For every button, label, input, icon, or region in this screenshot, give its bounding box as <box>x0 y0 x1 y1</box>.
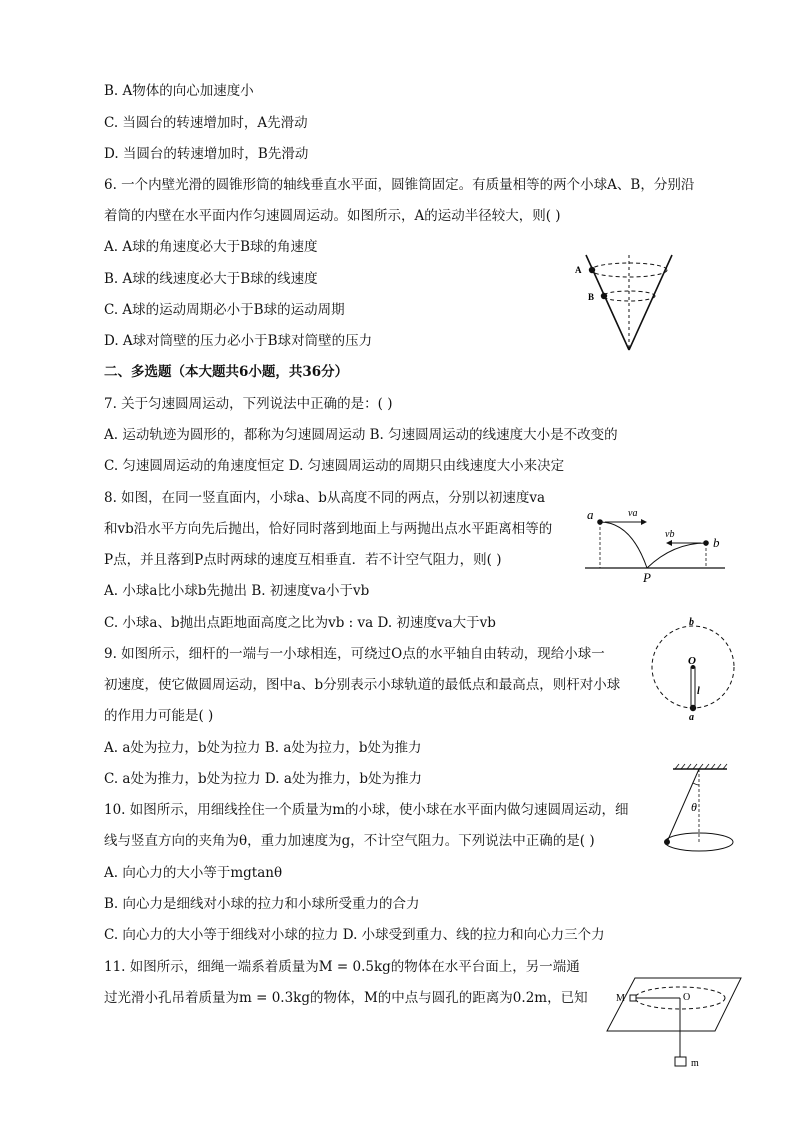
q10-stem-line2: 线与竖直方向的夹角为θ，重力加速度为g，不计空气阻力。下列说法中正确的是( ) <box>104 833 595 849</box>
q9-options-cd: C. a处为推力，b处为拉力 D. a处为推力，b处为推力 <box>104 771 423 787</box>
section-heading-multiple-choice: 二、多选题（本大题共6小题，共36分） <box>104 364 349 380</box>
block-m-small <box>675 1057 686 1066</box>
arrow-va-icon <box>641 519 647 525</box>
pendulum-ball <box>664 839 670 845</box>
projectile-label-vb: vb <box>665 529 675 540</box>
q10-stem-line1: 10. 如图所示，用细线拴住一个质量为m的小球，使小球在水平面内做匀速圆周运动，细 <box>104 802 629 818</box>
q9-stem-line1: 9. 如图所示，细杆的一端与一小球相连，可绕过O点的水平轴自由转动，现给小球一 <box>104 646 605 662</box>
q10-options-cd: C. 向心力的大小等于细线对小球的拉力 D. 小球受到重力、线的拉力和向心力三个力 <box>104 927 605 943</box>
q8-stem-line2: 和vb沿水平方向先后抛出，恰好同时落到地面上与两抛出点水平距离相等的 <box>104 521 553 537</box>
q6-option-c: C. A球的运动周期必小于B球的运动周期 <box>104 302 345 318</box>
ball-a-launch <box>597 519 603 525</box>
cone-figure <box>572 250 684 355</box>
q7-options-ab: A. 运动轨迹为圆形的，都称为匀速圆周运动 B. 匀速圆周运动的线速度大小是不改变的 <box>104 427 618 443</box>
q6-option-d: D. A球对筒壁的压力必小于B球对筒壁的压力 <box>104 333 373 349</box>
q9-options-ab: A. a处为拉力，b处为拉力 B. a处为拉力，b处为推力 <box>104 740 422 756</box>
q8-stem-line3: P点，并且落到P点时两球的速度互相垂直．若不计空气阻力，则( ) <box>104 552 502 568</box>
rod-label-o: O <box>688 655 696 667</box>
q11-stem-line2: 过光滑小孔吊着质量为m = 0.3kg的物体，M的中点与圆孔的距离为0.2m，已知 <box>104 990 588 1006</box>
projectile-label-a: a <box>587 507 594 522</box>
q11-stem-line1: 11. 如图所示，细绳一端系着质量为M = 0.5kg的物体在水平台面上，另一端通 <box>104 959 580 975</box>
table-label-m-large: M <box>616 993 625 1004</box>
q7-stem: 7. 关于匀速圆周运动，下列说法中正确的是：( ) <box>104 396 393 412</box>
block-m-large <box>630 995 636 1001</box>
q7-options-cd: C. 匀速圆周运动的角速度恒定 D. 匀速圆周运动的周期只由线速度大小来决定 <box>104 458 565 474</box>
q8-stem-line1: 8. 如图，在同一竖直面内，小球a、b从高度不同的两点，分别以初速度va <box>104 490 546 506</box>
q9-stem-line2: 初速度，使它做圆周运动，图中a、b分别表示小球轨道的最低点和最高点，则杆对小球 <box>104 677 621 693</box>
q6-stem-line1: 6. 一个内壁光滑的圆锥形筒的轴线垂直水平面，圆锥筒固定。有质量相等的两个小球A、B，分别沿 <box>104 177 695 193</box>
q5-option-b: B. A物体的向心加速度小 <box>104 83 254 99</box>
q8-options-cd: C. 小球a、b抛出点距地面高度之比为vb : va D. 初速度va大于vb <box>104 615 496 631</box>
ball-a <box>589 267 595 273</box>
projectile-label-b: b <box>713 535 720 550</box>
ball-b <box>601 293 607 299</box>
rod-label-b: b <box>689 617 694 628</box>
table-hole-figure <box>603 973 743 1071</box>
cone-label-b: B <box>588 292 595 302</box>
q10-option-a: A. 向心力的大小等于mgtanθ <box>104 865 283 881</box>
table-label-o: O <box>683 992 691 1003</box>
rod-ball <box>690 705 696 711</box>
q6-option-b: B. A球的线速度必大于B球的线速度 <box>104 271 318 287</box>
table-label-m-small: m <box>691 1058 699 1069</box>
pendulum-label-theta: θ <box>691 800 697 814</box>
q8-options-ab: A. 小球a比小球b先抛出 B. 初速度va小于vb <box>104 583 370 599</box>
projectile-label-va: va <box>628 508 638 519</box>
rod-circle-figure <box>648 612 743 724</box>
cone-label-a: A <box>575 265 582 275</box>
q5-option-c: C. 当圆台的转速增加时，A先滑动 <box>104 115 308 131</box>
q6-option-a: A. A球的角速度必大于B球的角速度 <box>104 239 318 255</box>
rod-label-a: a <box>689 712 694 723</box>
arrow-vb-icon <box>666 540 672 546</box>
q9-stem-line3: 的作用力可能是( ) <box>104 708 214 724</box>
projectile-figure <box>583 500 728 585</box>
q10-option-b: B. 向心力是细线对小球的拉力和小球所受重力的合力 <box>104 896 420 912</box>
conical-pendulum-figure <box>655 763 745 863</box>
q5-option-d: D. 当圆台的转速增加时，B先滑动 <box>104 146 309 162</box>
projectile-label-p: P <box>643 570 651 585</box>
rod-label-l: l <box>697 686 700 697</box>
ball-b-launch <box>703 540 709 546</box>
q6-stem-line2: 着筒的内壁在水平面内作匀速圆周运动。如图所示，A的运动半径较大，则( ) <box>104 208 561 224</box>
